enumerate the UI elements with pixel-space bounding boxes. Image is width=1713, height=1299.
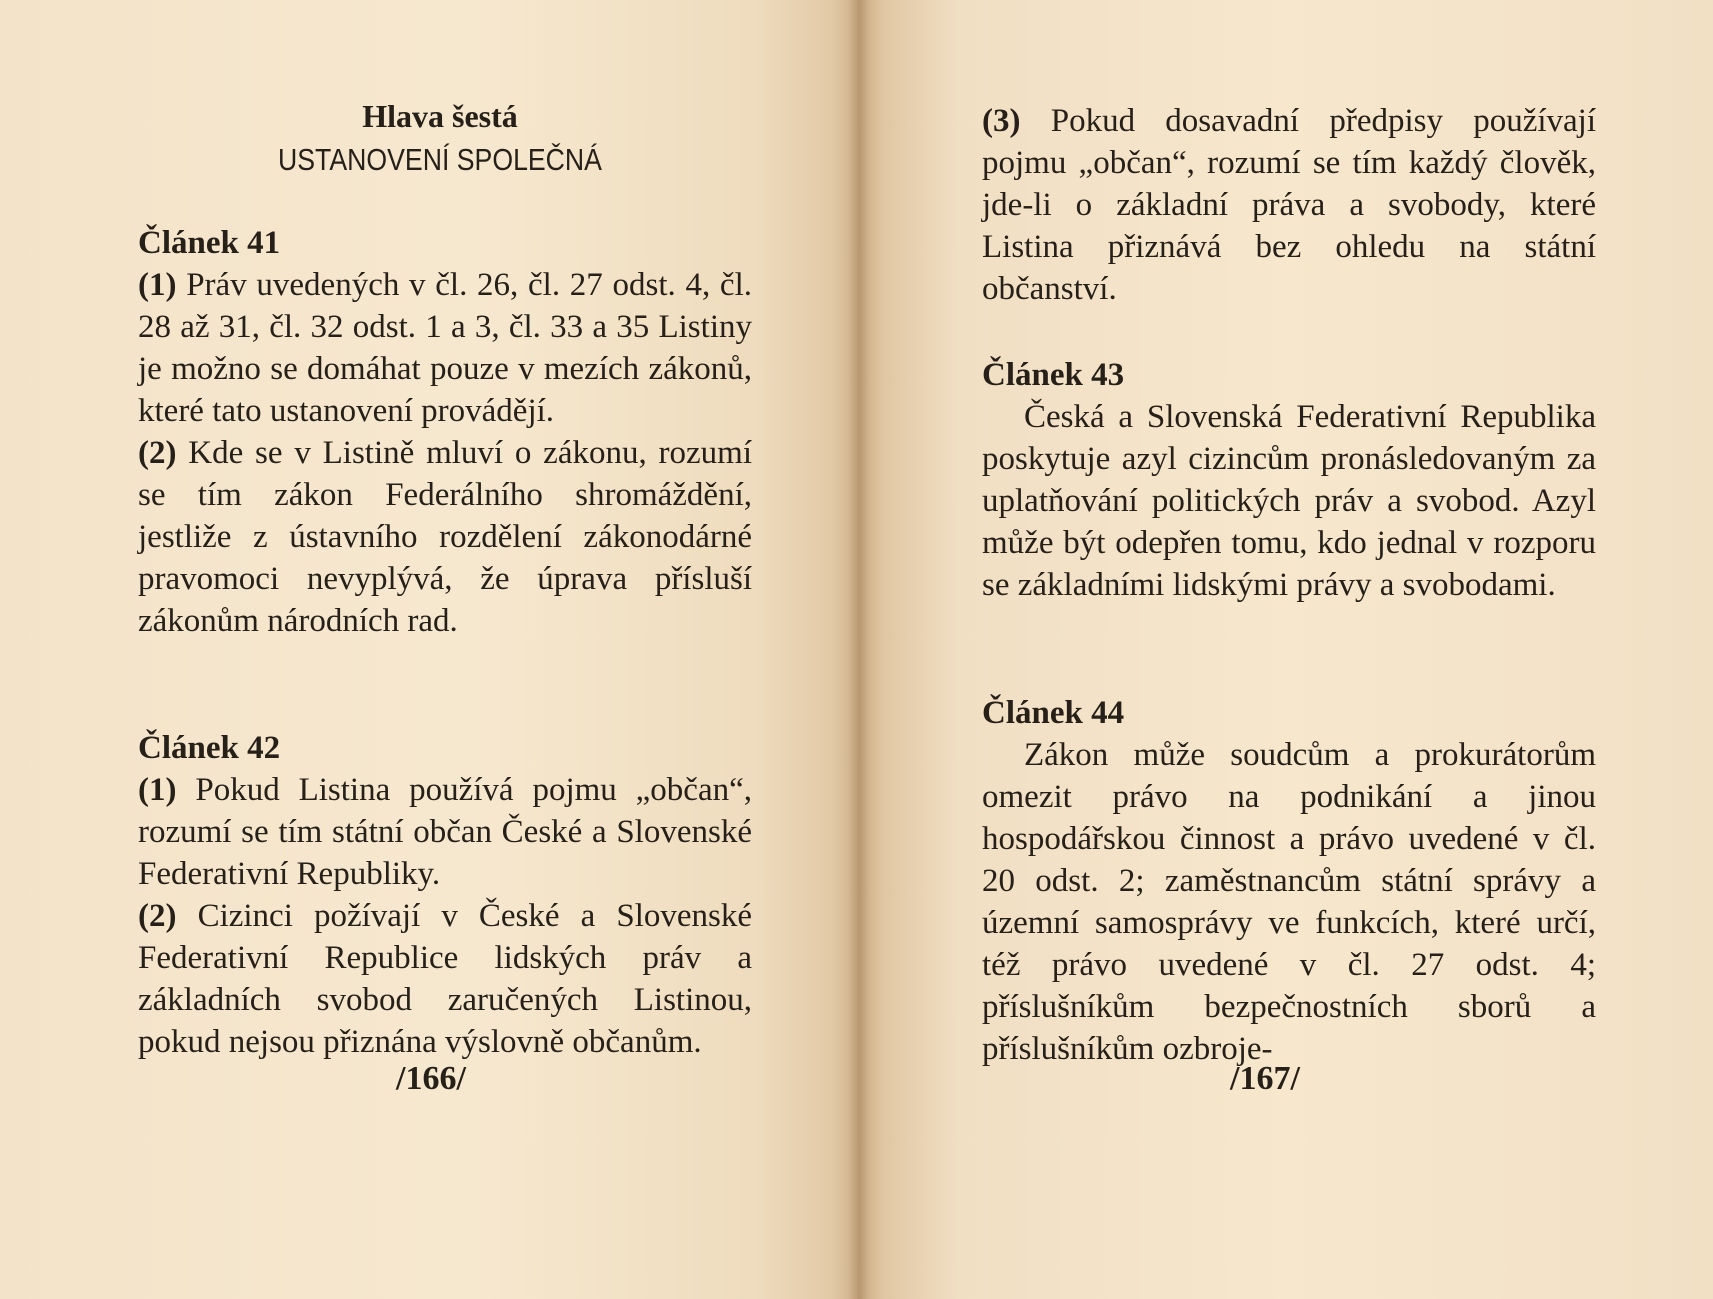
chapter-subtitle: USTANOVENÍ SPOLEČNÁ xyxy=(278,142,602,177)
article-41-block xyxy=(138,222,752,642)
paragraph-number: (1) xyxy=(138,267,177,303)
paragraph-number: (1) xyxy=(138,772,177,808)
chapter-heading: Hlava šestá xyxy=(362,98,518,134)
paragraph-text: Kde se v Listině mluví o zákonu, rozumí se tím zákon Federálního shromáždění, jestliže z ústavního rozdělení zákonodárné pravomoci nevyplývá, že úprava přísluší zákonům národních rad. xyxy=(138,435,752,639)
article-42-title: Článek 42 xyxy=(138,730,281,766)
article-42-block xyxy=(138,727,752,1063)
paragraph-number: (2) xyxy=(138,898,177,934)
article-44-text: Zákon může soudcům a prokurátorům omezit právo na podnikání a jinou hospodářskou činnost a právo uvedené v čl. 20 odst. 2; zaměstnancům státní správy a územní samosprávy ve funkcích, které určí, též právo uvedené v čl. 27 odst. 4; příslušníkům bezpečnostních sborů a příslušníkům ozbroje- xyxy=(982,737,1596,1067)
paragraph-text: Práv uvedených v čl. 26, čl. 27 odst. 4, čl. 28 až 31, čl. 32 odst. 1 a 3, čl. 33 a 35 Listiny je možno se domáhat pouze v mezích zákonů, které tato ustanovení provádějí. xyxy=(138,267,753,429)
article-42-paragraph-2 xyxy=(138,895,752,1063)
paragraph-text: Pokud Listina používá pojmu „občan“, rozumí se tím státní občan České a Slovenské Federativní Republiky. xyxy=(138,772,752,892)
article-41-title: Článek 41 xyxy=(138,225,281,261)
paragraph-text: Pokud dosavadní předpisy používají pojmu „občan“, rozumí se tím každý člověk, jde-li o základní práva a svobody, které Listina přiznává bez ohledu na státní občanství. xyxy=(982,103,1597,307)
paragraph-number: (3) xyxy=(982,103,1021,139)
article-44-title: Článek 44 xyxy=(982,695,1125,731)
article-43-title: Článek 43 xyxy=(982,357,1125,393)
article-42-continuation xyxy=(982,100,1596,310)
paragraph-number: (2) xyxy=(138,435,177,471)
article-41-paragraph-1 xyxy=(138,264,752,432)
paragraph-text: Cizinci požívají v České a Slovenské Federativní Republice lidských práv a základních svobod zaručených Listinou, pokud nejsou přiznána výslovně občanům. xyxy=(138,898,753,1060)
page-number-right: /167/ xyxy=(1230,1060,1300,1097)
article-43-text: Česká a Slovenská Federativní Republika poskytuje azyl cizincům pronásledovaným za uplatňování politických práv a svobod. Azyl může být odepřen tomu, kdo jednal v rozporu se základními lidskými právy a svobodami. xyxy=(982,399,1596,603)
article-41-paragraph-2 xyxy=(138,432,752,642)
article-44-block xyxy=(982,692,1596,1070)
book-gutter-shadow xyxy=(848,0,870,1299)
article-42-paragraph-3 xyxy=(982,100,1596,310)
article-42-paragraph-1 xyxy=(138,769,752,895)
article-43-block xyxy=(982,354,1596,606)
right-page xyxy=(858,0,1713,1299)
page-number-left: /166/ xyxy=(396,1060,466,1097)
